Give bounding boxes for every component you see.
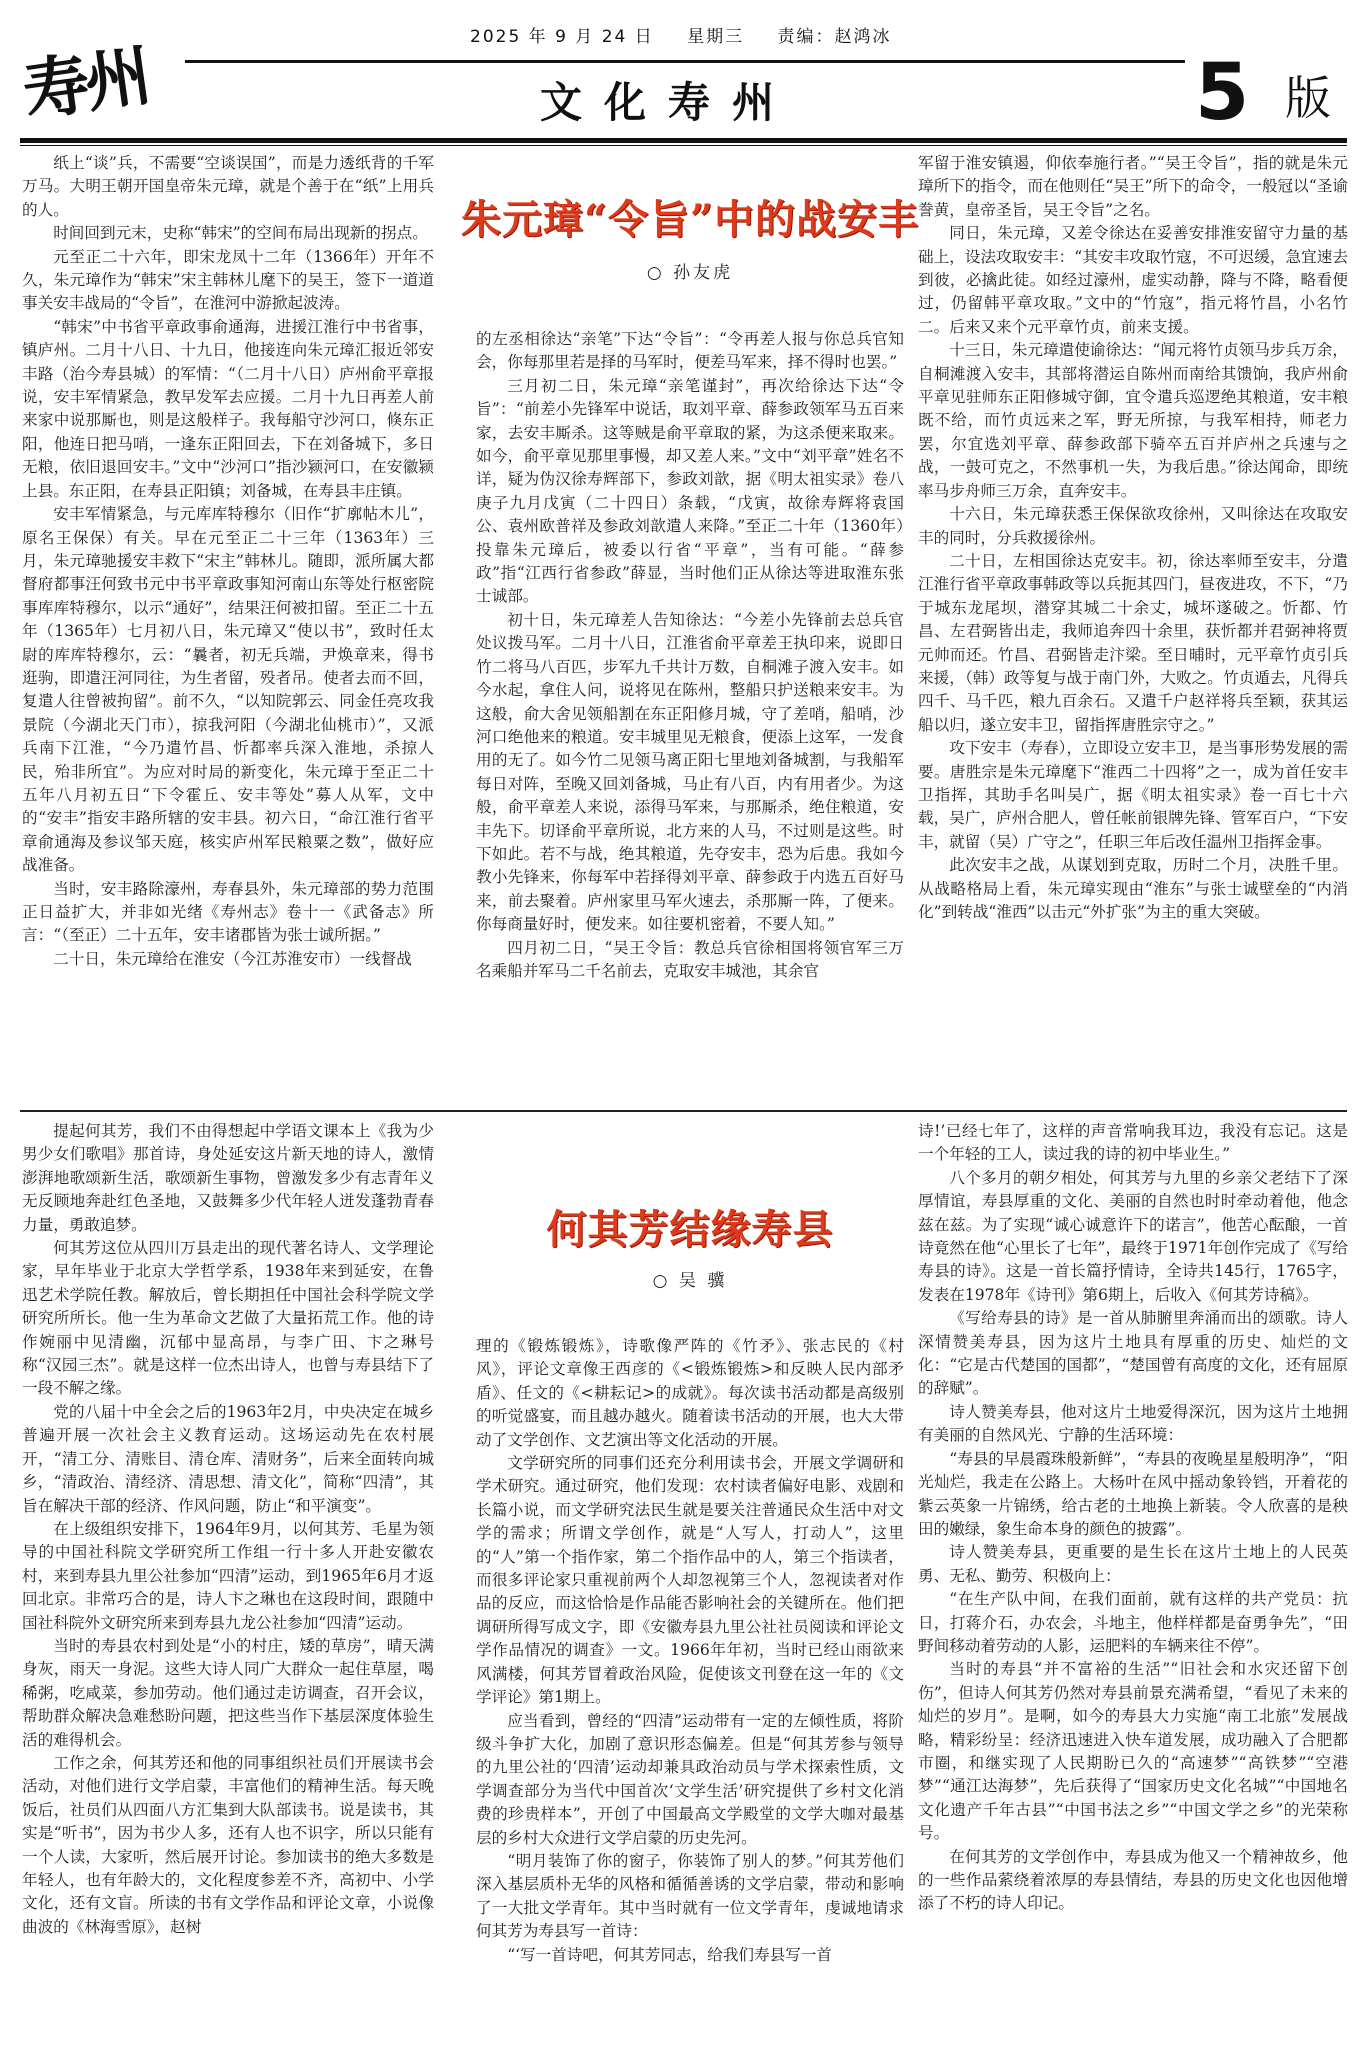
article1-column-2: [476, 328, 904, 1100]
header-divider: [20, 138, 1347, 143]
article1-column-3: [918, 152, 1348, 1100]
paragraph: “明月装饰了你的窗子，你装饰了别人的梦。”何其芳他们深入基层质朴无华的风格和循循善诱的文学启蒙，带动和影响了一大批文学青年。其中当时就有一位文学青年，虔诚地请求何其芳为寿县写一首诗：: [476, 1851, 904, 1941]
masthead: [0, 0, 1367, 140]
page-number: 5: [1195, 48, 1250, 138]
paragraph: 当时的寿县“并不富裕的生活”“旧社会和水灾还留下创伤”，但诗人何其芳仍然对寿县前景充满希望，“看见了未来的灿烂的岁月”。是啊，如今的寿县大力实施“南工北旅”发展战略，精彩纷呈：经济迅速进入快车道发展，成功融入了合肥都市圈，和继实现了人民期盼已久的“高速梦”“高铁梦”“空港梦”“通江达海梦”，先后获得了“国家历史文化名城”“中国地名文化遗产千年古县”“中国书法之乡”“中国文学之乡”的光荣称号。: [918, 1660, 1348, 1843]
article2-author: ○ 吴 骥: [652, 1271, 728, 1291]
paragraph: 党的八届十中全会之后的1963年2月，中央决定在城乡普遍开展一次社会主义教育运动。这场运动先在农村展开，“清工分、清账目、清仓库、清财务”，后来全面转向城乡，“清政治、清经济、清思想、清文化”，简称“四清”，其旨在解决干部的经济、作风问题，防止“和平演变”。: [22, 1402, 434, 1515]
paragraph: 的左丞相徐达“亲笔”下达“令旨”：“令再差人报与你总兵官知会，你每那里若是择的马军时，便差马军来，择不得时也罢。”: [476, 330, 904, 372]
paragraph: 文学研究所的同事们还充分利用读书会，开展文学调研和学术研究。通过研究，他们发现：农村读者偏好电影、戏剧和长篇小说，而文学研究法民生就是要关注普通民众生活中对文学的需求；所谓文学创作，就是“人写人，打动人”，这里的“人”第一个指作家，第二个指作品中的人，第三个指读者，而很多评论家只重视前两个人却忽视第三个人，忽视读者对作品的反应，而这恰恰是作品能否影响社会的关键所在。他们把调研所得写成文字，即《安徽寿县九里公社社员阅读和评论文学作品情况的调查》一文。1966年年初，当时已经山雨欲来风满楼，何其芳冒着政治风险，促使该文刊登在这一年的《文学评论》第1期上。: [476, 1454, 904, 1707]
article2-column-2: [476, 1335, 904, 2060]
paragraph: 诗!’已经七年了，这样的声音常响我耳边，我没有忘记。这是一个年轻的工人，读过我的诗的初中毕业生。”: [918, 1122, 1348, 1164]
paragraph: 同日，朱元璋，又差令徐达在妥善安排淮安留守力量的基础上，设法攻取安丰：“其安丰攻取竹寇，不可迟缓，急宜速去到彼，必擒此徒。如经过濠州，虚实动静，降与不降，略看便过，仍留韩平章攻取。”文中的“竹寇”，指元将竹昌，小名竹二。后来又来个元平章竹贞，前来支援。: [918, 224, 1348, 336]
paragraph: 当时的寿县农村到处是“小的村庄，矮的草房”，晴天满身灰，雨天一身泥。这些大诗人同广大群众一起住草屋，喝稀粥，吃咸菜，参加劳动。他们通过走访调查，召开会议，帮助群众解决急难愁盼问题，把这些当作下基层深度体验生活的难得机会。: [22, 1636, 434, 1749]
paragraph: 三月初二日，朱元璋“亲笔谨封”，再次给徐达下达“令旨”：“前差小先锋军中说话，取刘平章、薛参政领军马五百来家，去安丰厮杀。这等贼是俞平章取的紧，为这杀便来取来。如今，俞平章见那里事慢，却又差人来。”文中“刘平章”姓名不详，疑为伪汉徐寿辉部下，参政刘歆，据《明太祖实录》卷八庚子九月戊寅（二十四日）条载，“戊寅，故徐寿辉将袁国公、袁州欧普祥及参政刘歆遣人来降。”至正二十年（1360年）投靠朱元璋后，被委以行省“平章”，当有可能。“薛参政”指“江西行省参政”薛显，当时他们正从徐达等进取淮东张士诚部。: [476, 376, 904, 606]
date-line: [470, 22, 918, 47]
article2-column-1: [22, 1120, 434, 2060]
newspaper-logo: 寿州: [18, 36, 153, 131]
paragraph: 二十日，左相国徐达克安丰。初，徐达率师至安丰，分遣江淮行省平章政事韩政等以兵扼其四门，昼夜进攻，不下，“乃于城东龙尾坝，潜穿其城二十余丈，城坏遂破之。忻都、竹昌、左君弼皆出走，我师追奔四十余里，获忻都并君弼神将贾元帅而还。竹昌、君弼皆走汴梁。至日晡时，元平章竹贞引兵来援，（韩）政等复与战于南门外，大败之。竹贞遁去，凡得兵四千、马千匹，粮九百余石。又遣千户赵祥将兵至颖，获其运船以归，遂立安丰卫，留指挥唐胜宗守之。”: [918, 551, 1348, 734]
paragraph: 应当看到，曾经的“四清”运动带有一定的左倾性质，将阶级斗争扩大化，加剧了意识形态偏差。但是“何其芳参与领导的九里公社的‘四清’运动却兼具政治动员与学术探索性质，文学调查部分为当代中国首次‘文学生活’研究提供了乡村文化消费的珍贵样本”，开创了中国最高文学殿堂的文学大咖对最基层的乡村大众进行文学启蒙的历史先河。: [476, 1711, 904, 1847]
article1-title: 朱元璋“令旨”中的战安丰: [460, 196, 919, 243]
paragraph: 时间回到元末，史称“韩宋”的空间布局出现新的拐点。: [53, 224, 428, 243]
editor-credit: 责编：赵鸿冰: [777, 27, 892, 47]
article-divider: [20, 1110, 1347, 1112]
paragraph: 提起何其芳，我们不由得想起中学语文课本上《我为少男少女们歌唱》那首诗，身处延安这片新天地的诗人，激情澎湃地歌颂新生活，歌颂新生事物，曾激发多少有志青年义无反顾地奔赴红色圣地，又鼓舞多少代年轻人迸发蓬勃青春力量，勇敢追梦。: [22, 1122, 434, 1234]
paragraph: 在上级组织安排下，1964年9月，以何其芳、毛星为领导的中国社科院文学研究所工作组一行十多人开赴安徽农村，来到寿县九里公社参加“四清”运动，到1965年6月才返回北京。非常巧合的是，诗人卞之琳也在这段时间，跟随中国社科院外文研究所来到寿县九龙公社参加“四清”运动。: [22, 1519, 434, 1632]
paragraph: 初十日，朱元璋差人告知徐达：“今差小先锋前去总兵官处议拨马军。二月十八日，江淮省俞平章差王执印来，说即日竹二将马八百匹，步军九千共计万数，自桐滩子渡入安丰。如今水起，拿住人问，说将见在陈州，整船只护送粮来安丰。为这般，俞大舍见领船割在东正阳修月城，守了差哨，船哨，沙河口绝他来的粮道。安丰城里见无粮食，便添上这军，一发食用的无了。如今竹二见领马离正阳七里地刘备城割，与我船军每日对阵，至晚又回刘备城，马止有八百，内有用者少。为这般，俞平章差人来说，添得马军来，与那厮杀，绝住粮道，安丰先下。切译俞平章所说，北方来的人马，不过则是这些。时下如此。若不与战，绝其粮道，先夺安丰，恐为后患。我如今教小先锋来，你每军中若择得刘平章、薛参政于内选五百好马来，前去聚着。庐州家里马军火速去，杀那厮一阵，了便来。你每商量好时，便发来。如往要机密着，不要人知。”: [476, 610, 904, 934]
paragraph: 工作之余，何其芳还和他的同事组织社员们开展读书会活动，对他们进行文学启蒙，丰富他们的精神生活。每天晚饭后，社员们从四面八方汇集到大队部读书。说是读书，其实是“听书”，因为书少人多，还有人也不识字，所以只能有一个人读，大家听，然后展开讨论。参加读书的绝大多数是年轻人，也有年龄大的，文化程度参差不齐，高初中、小学文化，还有文盲。所读的书有文学作品和评论文章，小说像曲波的《林海雪原》，赵树: [22, 1753, 434, 1936]
paragraph: 理的《锻炼锻炼》，诗歌像严阵的《竹矛》、张志民的《村风》，评论文章像王西彦的《<锻炼锻炼>和反映人民内部矛盾》、任文的《<耕耘记>的成就》。每次读书活动都是高级别的听觉盛宴，而且越办越火。随着读书活动的开展，也大大带动了文学创作、文艺演出等文化活动的开展。: [476, 1337, 904, 1449]
paragraph: 军留于淮安镇遏，仰依奉施行者。”“吴王令旨”，指的就是朱元璋所下的指令，而在他则任“吴王”所下的命令，一般冠以“圣谕誊黄，皇帝圣旨，吴王令旨”之名。: [918, 154, 1348, 219]
paragraph: 《写给寿县的诗》是一首从肺腑里奔涌而出的颂歌。诗人深情赞美寿县，因为这片土地具有厚重的历史、灿烂的文化：“它是古代楚国的国都”，“楚国曾有高度的文化，还有屈原的辞赋”。: [918, 1309, 1348, 1398]
page-suffix: 版: [1285, 71, 1331, 125]
paragraph: 十三日，朱元璋遣使谕徐达：“闻元将竹贞领马步兵万余，自桐滩渡入安丰，其部将潜运自陈州而南给其馈饷，我庐州俞平章见驻师东正阳修城守御，宜令遣兵巡逻绝其粮道，安丰粮既不给，而竹贞远来之军，野无所掠，与我军相持，师老力罢，尔宜选刘平章、薛参政部下骑卒五百并庐州之兵速与之战，一鼓可克之，不然事机一失，为我后患。”徐达闻命，即统率马步舟师三万余，直奔安丰。: [918, 341, 1348, 500]
paragraph: 二十日，朱元璋给在淮安（今江苏淮安市）一线督战: [53, 949, 412, 968]
paragraph: 何其芳这位从四川万县走出的现代著名诗人、文学理论家，早年毕业于北京大学哲学系，1938年来到延安，在鲁迅艺术学院任教。解放后，曾长期担任中国社会科学院文学研究所所长。他一生为革命文艺做了大量拓荒工作。他的诗作婉丽中见清幽，沉郁中显高昂，与李广田、卞之琳号称“汉园三杰”。就是这样一位杰出诗人，也曾与寿县结下了一段不解之缘。: [22, 1239, 434, 1398]
paragraph: 攻下安丰（寿春），立即设立安丰卫，是当事形势发展的需要。唐胜宗是朱元璋麾下“淮西二十四将”之一，成为首任安丰卫指挥，其助手名叫吴广，据《明太祖实录》卷一百七十六载，吴广，庐州合肥人，曾任帐前银牌先锋、管军百户，“下安丰，就留（吴）广守之”，任职三年后改任温州卫指挥金事。: [918, 739, 1348, 851]
article2-column-3: [918, 1120, 1348, 2060]
paragraph: 元至正二十六年，即宋龙凤十二年（1366年）开年不久，朱元璋作为“韩宋”宋主韩林儿麾下的吴王，签下一道道事关安丰战局的“令旨”，在淮河中游掀起波涛。: [22, 247, 434, 313]
article2-title: 何其芳结缘寿县: [546, 1206, 834, 1253]
paragraph: 诗人赞美寿县，更重要的是生长在这片土地上的人民英勇、无私、勤劳、积极向上：: [918, 1543, 1348, 1585]
paragraph: 在何其芳的文学创作中，寿县成为他又一个精神故乡，他的一些作品萦绕着浓厚的寿县情结，寿县的历史文化也因他增添了不朽的诗人印记。: [918, 1847, 1348, 1913]
paragraph: 当时，安丰路除濠州，寿春县外，朱元璋部的势力范围正日益扩大，并非如光绪《寿州志》卷十一《武备志》所言：“（至正）二十五年，安丰诸郡皆为张士诚所据。”: [22, 879, 434, 945]
article1-author: ○ 孙友虎: [646, 263, 734, 283]
header-divider-thin: [20, 145, 1347, 146]
paragraph: 安丰军情紧急，与元库库特穆尔（旧作“扩廓帖木儿”，原名王保保）有关。早在元至正二十三年（1363年）三月，朱元璋驰援安丰救下“宋主”韩林儿。随即，派所属大都督府都事汪何致书元中书平章政事知河南山东等处行枢密院事库库特穆尔，以示“通好”，结果汪何被扣留。至正二十五年（1365年）七月初八日，朱元璋又“使以书”，致时任太尉的库库特穆尔，云：“曩者，初无兵端，尹焕章来，得书逛驹，即遣汪河同往，为生者留，殁者吊。使者去而不回，复遣人往曾被拘留”。前不久，“以知院郭云、同金任亮攻我景院（今湖北天门市），掠我河阳（今湖北仙桃市）”，又派兵南下江淮，“今乃遣竹昌、忻都率兵深入淮地，杀掠人民，殆非所宜”。为应对时局的新变化，朱元璋于至正二十五年八月初五日“下令霍丘、安丰等处”募人从军，文中的“安丰”指安丰路所辖的安丰县。初六日，“命江淮行省平章俞通海及参议邹天庭，核实庐州军民粮粟之数”，做好应战准备。: [22, 505, 434, 875]
issue-weekday: 星期三: [687, 27, 745, 47]
article1-column-1: [22, 152, 434, 1100]
paragraph: 十六日，朱元璋获悉王保保欲攻徐州，又叫徐达在攻取安丰的同时，分兵救援徐州。: [918, 505, 1348, 547]
paragraph: 此次安丰之战，从谋划到克取，历时二个月，决胜千里。从战略格局上看，朱元璋实现由“淮东”与张士诚壁垒的“内消化”到转战“淮西”以击元“外扩张”为主的重大突破。: [918, 856, 1348, 921]
paragraph: “在生产队中间，在我们面前，就有这样的共产党员：抗日，打蒋介石，办农会，斗地主，他样样都是奋勇争先”，“田野间移动着劳动的人影，运肥料的车辆来往不停”。: [918, 1590, 1348, 1655]
masthead-rule: [185, 60, 1185, 63]
issue-date: 2025 年 9 月 24 日: [470, 27, 654, 47]
section-title: 文化寿州: [540, 78, 797, 127]
paragraph: 八个多月的朝夕相处，何其芳与九里的乡亲父老结下了深厚情谊，寿县厚重的文化、美丽的自然也时时牵动着他，他念兹在兹。为了实现“诚心诚意许下的诺言”，他苦心酝酿，一首诗竟然在他“心里长了七年”，最终于1971年创作完成了《写给寿县的诗》。这是一首长篇抒情诗，全诗共145行，1765字，发表在1978年《诗刊》第6期上，后收入《何其芳诗稿》。: [918, 1168, 1348, 1304]
paragraph: 四月初二日，“吴王令旨：教总兵官徐相国将领官军三万名乘船并军马二千名前去，克取安丰城池，其余官: [476, 938, 904, 980]
paragraph: 诗人赞美寿县，他对这片土地爱得深沉，因为这片土地拥有美丽的自然风光、宁静的生活环境：: [918, 1402, 1348, 1445]
paragraph: 纸上“谈”兵，不需要“空谈误国”，而是力透纸背的千军万马。大明王朝开国皇帝朱元璋，就是个善于在“纸”上用兵的人。: [22, 154, 434, 219]
paragraph: “韩宋”中书省平章政事俞通海，进援江淮行中书省事，镇庐州。二月十八日、十九日，他接连向朱元璋汇报近邻安丰路（治今寿县城）的军情：“（二月十八日）庐州俞平章报说，安丰军情紧急，教早发军去应援。二月十九日再差人前来家中说那厮也，则是这般样子。我每船守沙河口，倏东正阳，他连日把马哨，一逢东正阳回去，下在刘备城下，多日无粮，依旧退回安丰。”文中“沙河口”指沙颍河口，在安徽颍上县。东正阳，在寿县正阳镇；刘备城，在寿县丰庄镇。: [22, 317, 434, 500]
paragraph: “寿县的早晨霞珠般新鲜”，“寿县的夜晚星星般明净”，“阳光灿烂，我走在公路上。大杨叶在风中摇动象铃铛，开着花的紫云英象一片锦绣，给古老的土地换上新装。令人欣喜的是秧田的嫩绿，象生命本身的颜色的披露”。: [918, 1449, 1348, 1538]
paragraph: “‘写一首诗吧，何其芳同志，给我们寿县写一首: [507, 1945, 832, 1964]
